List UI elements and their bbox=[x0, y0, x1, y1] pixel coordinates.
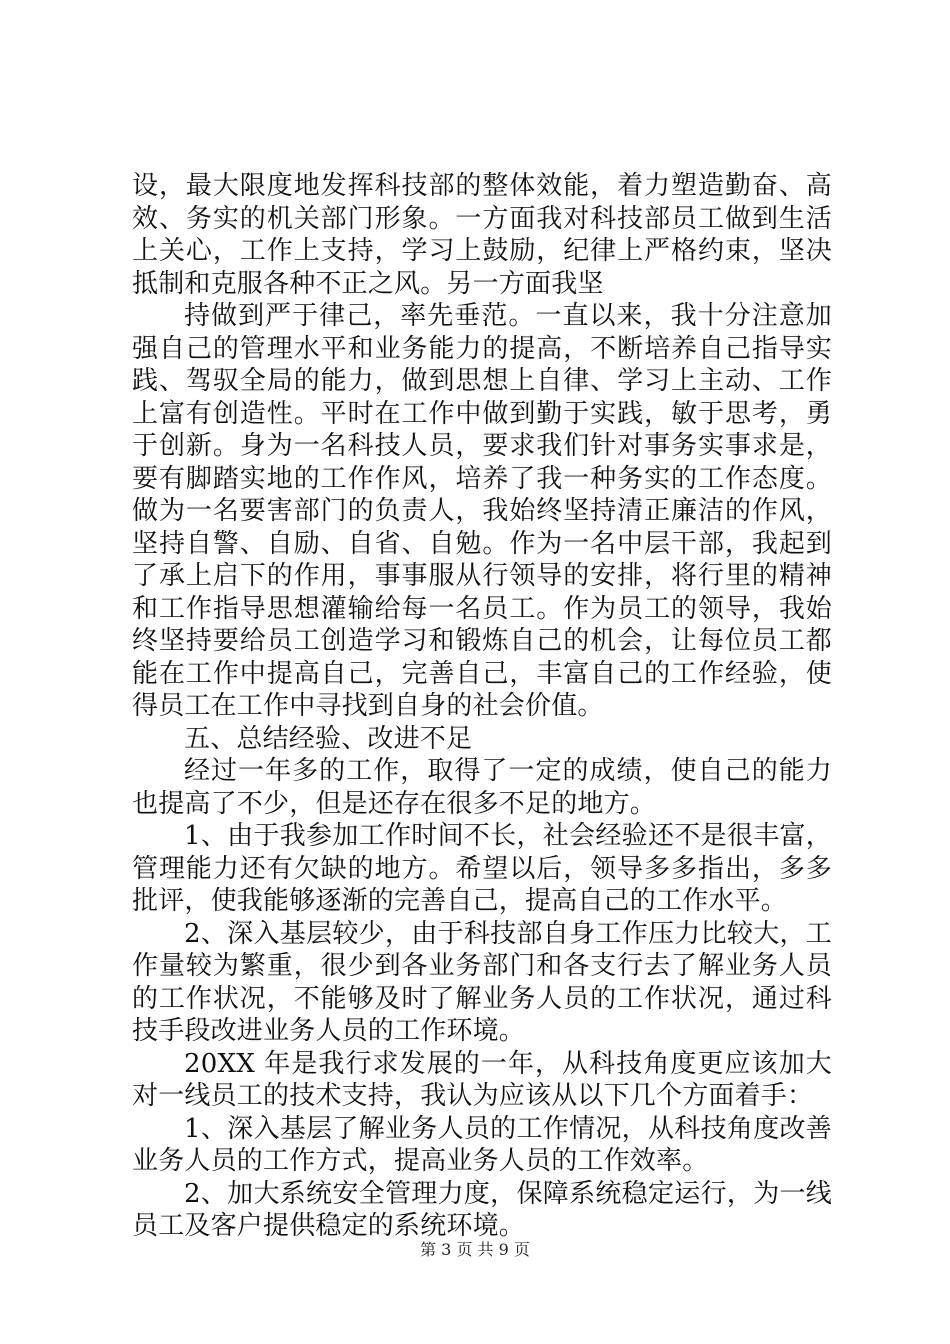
page-footer bbox=[0, 1240, 950, 1260]
paragraph-self-discipline: 持做到严于律己，率先垂范。一直以来，我十分注意加强自己的管理水平和业务能力的提高，不断培养自己指导实践、驾驭全局的能力，做到思想上自律、学习上主动、工作上富有创造性。平时在工作中做到勤于实践，敏于思考，勇于创新。身为一名科技人员，要求我们针对事务实事求是，要有脚踏实地的工作作风，培养了我一种务实的工作态度。做为一名要害部门的负责人，我始终坚持清正廉洁的作风，坚持自警、自励、自省、自勉。作为一名中层干部，我起到了承上启下的作用，事事服从行领导的安排，将行里的精神和工作指导思想灌输给每一名员工。作为员工的领导，我始终坚持要给员工创造学习和锻炼自己的机会，让每位员工都能在工作中提高自己，完善自己，丰富自己的工作经验，使得员工在工作中寻找到自身的社会价值。 bbox=[132, 301, 832, 721]
list-item-shortcoming-2: 2、深入基层较少，由于科技部自身工作压力比较大，工作量较为繁重，很少到各业务部门和各支行去了解业务人员的工作状况，不能够及时了解业务人员的工作状况，通过科技手段改进业务人员的工作环境。 bbox=[132, 918, 832, 1046]
section-heading-summary: 五、总结经验、改进不足 bbox=[184, 723, 473, 754]
document-body bbox=[132, 170, 832, 1243]
list-item-plan-2: 2、加大系统安全管理力度，保障系统稳定运行，为一线员工及客户提供稳定的系统环境。 bbox=[132, 1178, 832, 1241]
paragraph-overview: 经过一年多的工作，取得了一定的成绩，使自己的能力也提高了不少，但是还存在很多不足的地方。 bbox=[132, 756, 832, 819]
paragraph-plan-intro: 20XX 年是我行求发展的一年，从科技角度更应该加大对一线员工的技术支持，我认为应该从以下几个方面着手： bbox=[132, 1048, 832, 1111]
page-number-label: 第 3 页 共 9 页 bbox=[420, 1240, 530, 1259]
paragraph-continuation: 设，最大限度地发挥科技部的整体效能，着力塑造勤奋、高效、务实的机关部门形象。一方面我对科技部员工做到生活上关心，工作上支持，学习上鼓励，纪律上严格约束，坚决抵制和克服各种不正之风。另一方面我坚 bbox=[132, 171, 832, 299]
list-item-plan-1: 1、深入基层了解业务人员的工作情况，从科技角度改善业务人员的工作方式，提高业务人员的工作效率。 bbox=[132, 1113, 832, 1176]
list-item-shortcoming-1: 1、由于我参加工作时间不长，社会经验还不是很丰富，管理能力还有欠缺的地方。希望以后，领导多多指出，多多批评，使我能够逐渐的完善自己，提高自己的工作水平。 bbox=[132, 821, 832, 916]
